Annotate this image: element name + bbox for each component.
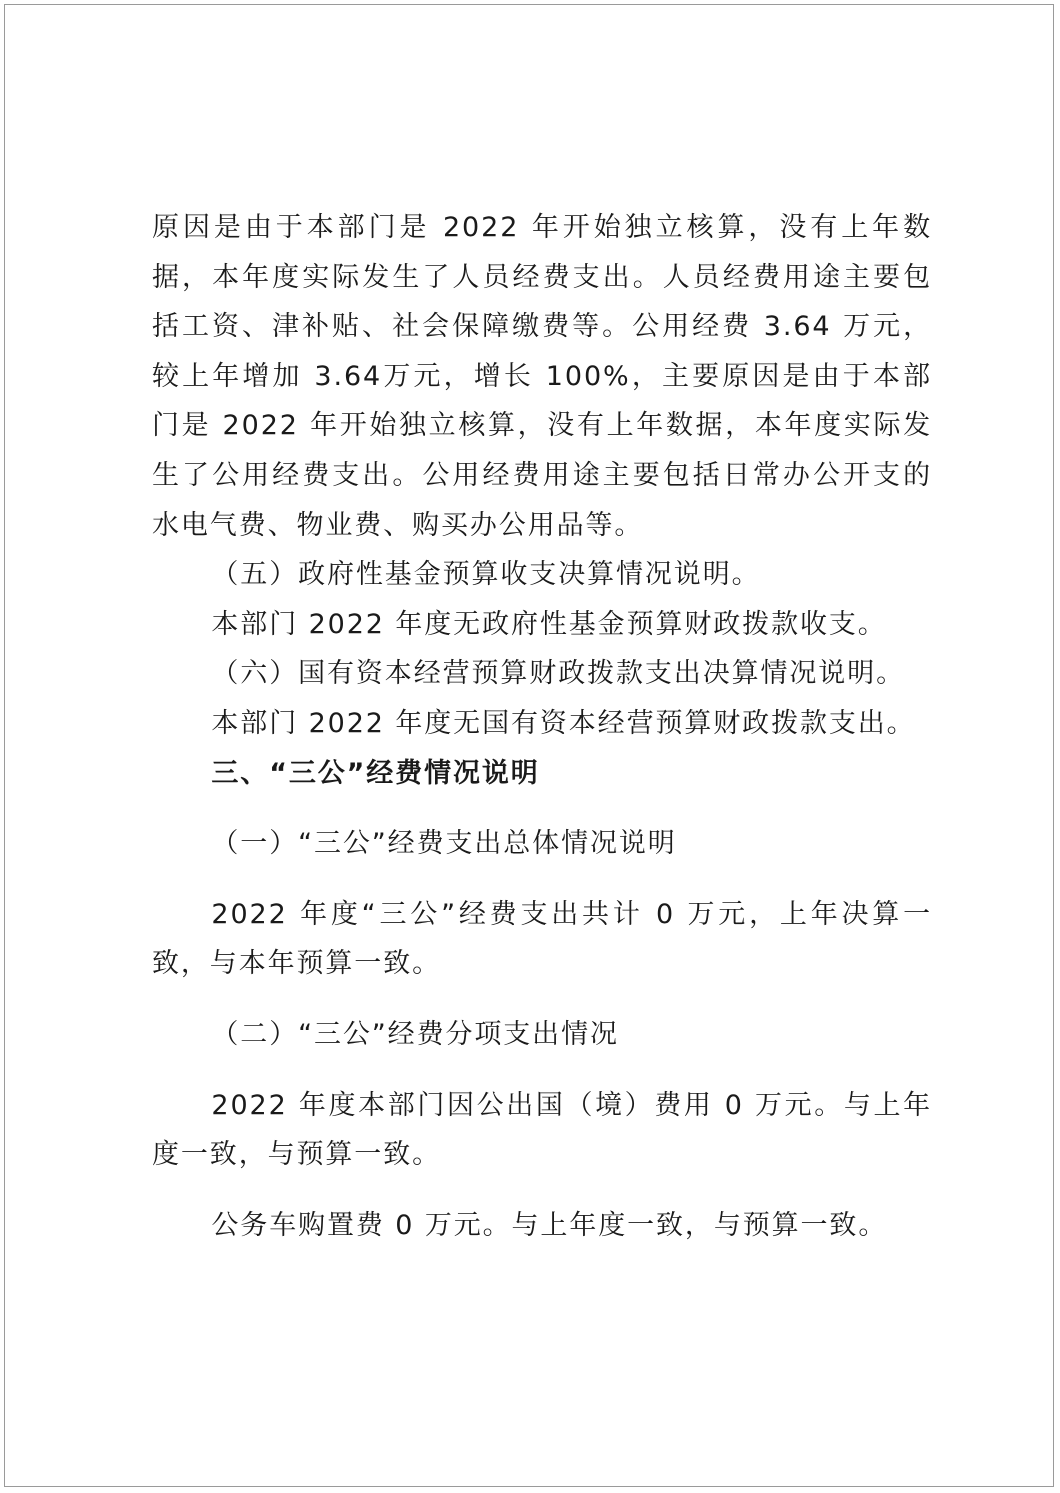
document-page [4, 4, 1054, 1487]
paragraph-funding-explanation: 原因是由于本部门是 2022 年开始独立核算，没有上年数据，本年度实际发生了人员经费支出。人员经费用途主要包括工资、津补贴、社会保障缴费等。公用经费 3.64 万元，较上年增加 3.64万元，增长 100%，主要原因是由于本部门是 2022 年开始独立核算，没有上年数据，本年度实际发生了公用经费支出。公用经费用途主要包括日常办公开支的水电气费、物业费、购买办公用品等。 [152, 212, 932, 541]
heading-government-fund-budget: （五）政府性基金预算收支决算情况说明。 [211, 559, 761, 591]
paragraph-state-capital-budget: 本部门 2022 年度无国有资本经营预算财政拨款支出。 [211, 707, 916, 739]
heading-state-capital-budget: （六）国有资本经营预算财政拨款支出决算情况说明。 [211, 658, 905, 690]
paragraph-vehicle-purchase: 公务车购置费 0 万元。与上年度一致，与预算一致。 [211, 1209, 888, 1241]
paragraph-overseas-travel: 2022 年度本部门因公出国（境）费用 0 万元。与上年度一致，与预算一致。 [152, 1089, 932, 1171]
section-heading-three-public: 三、“三公”经费情况说明 [211, 757, 540, 789]
document-body [152, 203, 932, 1250]
heading-three-public-itemized: （二）“三公”经费分项支出情况 [211, 1018, 619, 1050]
paragraph-three-public-overall: 2022 年度“三公”经费支出共计 0 万元，上年决算一致，与本年预算一致。 [152, 898, 932, 980]
paragraph-government-fund-budget: 本部门 2022 年度无政府性基金预算财政拨款收支。 [211, 608, 887, 640]
heading-three-public-overall: （一）“三公”经费支出总体情况说明 [211, 828, 677, 860]
